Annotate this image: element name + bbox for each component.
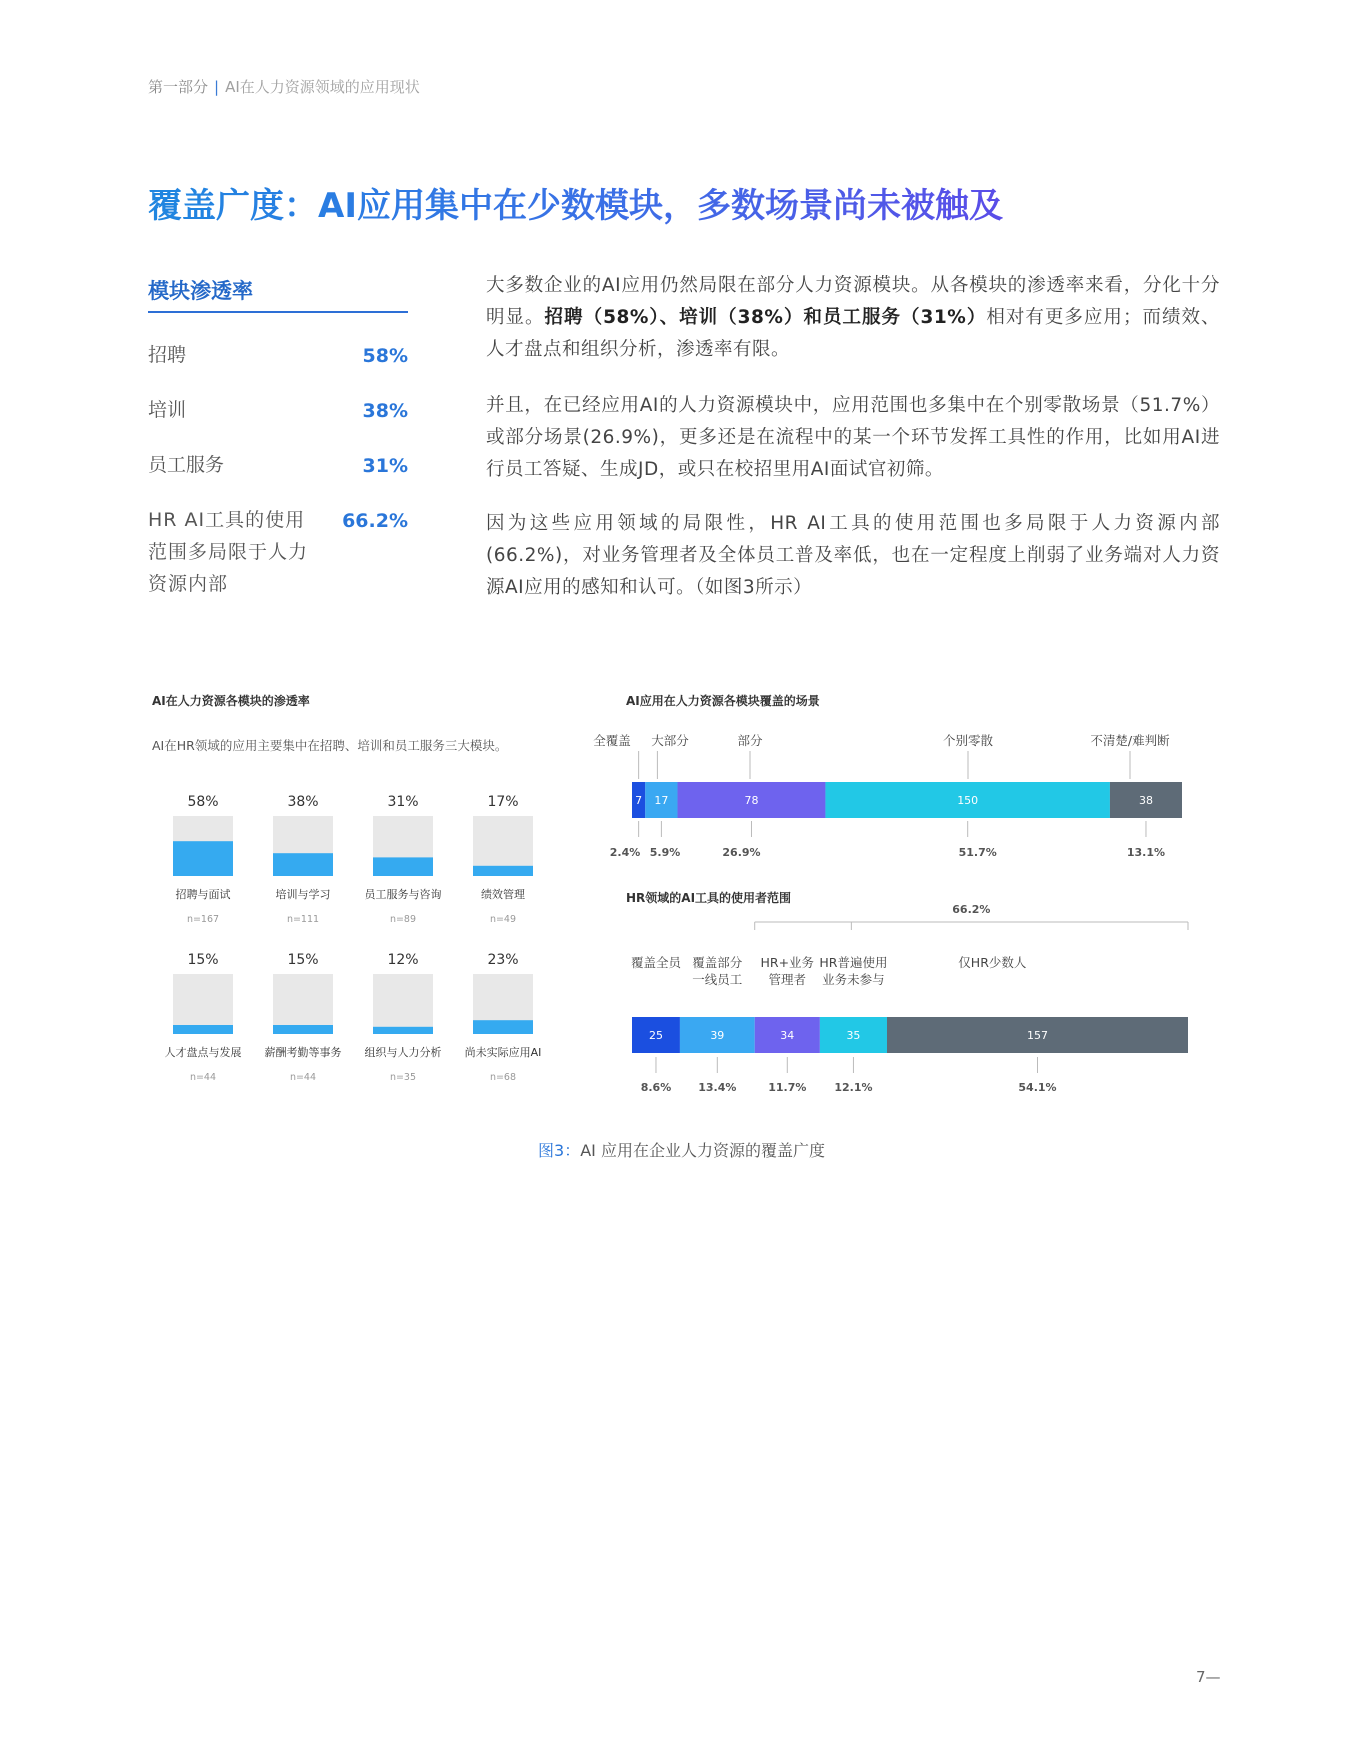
chart2-title: AI应用在人力资源各模块覆盖的场景 bbox=[626, 694, 820, 708]
segment-value-label: 7 bbox=[635, 794, 643, 807]
module-box-fill bbox=[373, 857, 433, 876]
module-value-label: 38% bbox=[287, 794, 319, 810]
header-subtitle: AI在人力资源领域的应用现状 bbox=[225, 78, 420, 96]
user-scope-category-label: 一线员工 bbox=[692, 972, 743, 987]
module-value-label: 17% bbox=[487, 794, 519, 810]
module-n-label: n=49 bbox=[489, 914, 517, 925]
paragraph-1 bbox=[486, 270, 1220, 366]
module-box-fill bbox=[173, 841, 233, 876]
module-box-track bbox=[373, 974, 433, 1034]
module-box-fill bbox=[273, 1025, 333, 1034]
scenario-percent-label: 13.1% bbox=[1126, 846, 1166, 859]
scenario-category-label: 部分 bbox=[737, 733, 763, 748]
segment-value-label: 25 bbox=[648, 1029, 663, 1042]
paragraph-3: 因为这些应用领域的局限性，HR AI工具的使用范围也多局限于人力资源内部(66.2%)，对业务管理者及全体员工普及率低，也在一定程度上削弱了业务端对人力资源AI应用的感知和认可。（如图3所示） bbox=[486, 513, 1220, 598]
hr-scope-bracket-label: 66.2% bbox=[952, 903, 991, 916]
stat-label-training: 培训 bbox=[148, 399, 187, 421]
scenario-coverage-chart bbox=[590, 725, 1210, 870]
module-n-label: n=44 bbox=[189, 1072, 217, 1083]
chart1-subtitle: AI在HR领域的应用主要集中在招聘、培训和员工服务三大模块。 bbox=[152, 738, 508, 753]
chart1-title: AI在人力资源各模块的渗透率 bbox=[152, 694, 310, 708]
user-scope-percent-label: 13.4% bbox=[698, 1081, 737, 1094]
segment-value-label: 38 bbox=[1138, 794, 1153, 807]
running-header bbox=[148, 76, 420, 97]
scenario-category-label: 大部分 bbox=[651, 733, 689, 748]
user-scope-percent-label: 54.1% bbox=[1018, 1081, 1057, 1094]
module-category-label: 组织与人力分析 bbox=[364, 1046, 442, 1059]
module-box-fill bbox=[273, 853, 333, 876]
user-scope-category-label: 覆盖部分 bbox=[692, 955, 743, 970]
stat-value-service: 31% bbox=[362, 455, 408, 477]
module-category-label: 尚未实际应用AI bbox=[464, 1046, 542, 1059]
module-category-label: 薪酬考勤等事务 bbox=[264, 1046, 342, 1059]
user-scope-category-label: 业务未参与 bbox=[822, 972, 885, 987]
chart3-title: HR领域的AI工具的使用者范围 bbox=[626, 891, 792, 905]
module-value-label: 31% bbox=[387, 794, 419, 810]
module-n-label: n=44 bbox=[289, 1072, 317, 1083]
module-n-label: n=35 bbox=[389, 1072, 417, 1083]
paragraph-1-text-a: 大多数企业的AI应用仍然局限在部分人力资源模块。从各模块的渗透率来看，分化十分明显。 bbox=[486, 275, 1220, 328]
user-scope-category-label: HR+业务 bbox=[760, 955, 815, 970]
paragraph-1-bold: 招聘（58%）、培训（38%）和员工服务（31%） bbox=[544, 307, 987, 328]
module-n-label: n=89 bbox=[389, 914, 417, 925]
sidebar-title: 模块渗透率 bbox=[148, 279, 253, 303]
caption-text: AI 应用在企业人力资源的覆盖广度 bbox=[580, 1141, 825, 1160]
scenario-percent-label: 5.9% bbox=[649, 846, 681, 859]
segment-value-label: 35 bbox=[846, 1029, 861, 1042]
module-n-label: n=68 bbox=[489, 1072, 517, 1083]
scenario-category-label: 个别零散 bbox=[942, 733, 994, 748]
scenario-category-label: 不清楚/难判断 bbox=[1090, 733, 1170, 748]
scenario-category-label: 全覆盖 bbox=[593, 733, 631, 748]
module-category-label: 员工服务与咨询 bbox=[364, 888, 442, 901]
module-box-fill bbox=[473, 1020, 533, 1034]
module-value-label: 15% bbox=[287, 952, 319, 968]
header-section: 第一部分 bbox=[148, 78, 209, 96]
paragraph-2: 并且，在已经应用AI的人力资源模块中，应用范围也多集中在个别零散场景（51.7%）或部分场景(26.9%)，更多还是在流程中的某一个环节发挥工具性的作用，比如用AI进行员工答疑、生成JD，或只在校招里用AI面试官初筛。 bbox=[486, 395, 1220, 480]
scenario-percent-label: 51.7% bbox=[958, 846, 997, 859]
stat-label-hr-scope: HR AI工具的使用范围多局限于人力资源内部 bbox=[148, 509, 309, 595]
module-category-label: 培训与学习 bbox=[275, 888, 331, 901]
stat-value-recruit: 58% bbox=[362, 345, 408, 367]
sidebar-rule bbox=[148, 311, 408, 313]
segment-value-label: 34 bbox=[780, 1029, 795, 1042]
module-value-label: 23% bbox=[487, 952, 519, 968]
module-category-label: 人才盘点与发展 bbox=[164, 1046, 242, 1059]
module-n-label: n=111 bbox=[286, 914, 320, 925]
scenario-percent-label: 2.4% bbox=[609, 846, 641, 859]
module-category-label: 绩效管理 bbox=[481, 888, 525, 901]
stat-value-training: 38% bbox=[362, 400, 408, 422]
user-scope-percent-label: 8.6% bbox=[640, 1081, 672, 1094]
module-box-fill bbox=[473, 866, 533, 876]
segment-value-label: 157 bbox=[1026, 1029, 1048, 1042]
figure-caption bbox=[0, 1138, 1363, 1161]
user-scope-category-label: 仅HR少数人 bbox=[958, 955, 1027, 970]
scenario-percent-label: 26.9% bbox=[722, 846, 761, 859]
module-box-fill bbox=[373, 1027, 433, 1034]
segment-value-label: 39 bbox=[710, 1029, 725, 1042]
caption-label: 图3： bbox=[538, 1141, 581, 1160]
module-box-fill bbox=[173, 1025, 233, 1034]
stat-label-recruit: 招聘 bbox=[148, 344, 187, 366]
module-category-label: 招聘与面试 bbox=[175, 888, 231, 901]
user-scope-category-label: 覆盖全员 bbox=[630, 955, 681, 970]
page-title: 覆盖广度：AI应用集中在少数模块，多数场景尚未被触及 bbox=[148, 178, 1003, 227]
user-scope-percent-label: 11.7% bbox=[768, 1081, 807, 1094]
page-number-value: 7 bbox=[1196, 1668, 1206, 1686]
module-n-label: n=167 bbox=[186, 914, 220, 925]
user-scope-chart bbox=[590, 895, 1210, 1110]
user-scope-category-label: HR普遍使用 bbox=[819, 955, 888, 970]
module-value-label: 12% bbox=[387, 952, 419, 968]
segment-value-label: 150 bbox=[957, 794, 979, 807]
segment-value-label: 78 bbox=[744, 794, 759, 807]
module-value-label: 15% bbox=[187, 952, 219, 968]
page-number: 7— bbox=[1196, 1668, 1221, 1686]
user-scope-category-label: 管理者 bbox=[768, 972, 807, 987]
stat-label-service: 员工服务 bbox=[148, 454, 225, 476]
header-separator: | bbox=[214, 78, 220, 96]
stat-value-hr-scope: 66.2% bbox=[342, 510, 408, 532]
module-value-label: 58% bbox=[187, 794, 219, 810]
module-penetration-chart bbox=[148, 780, 568, 1090]
user-scope-percent-label: 12.1% bbox=[834, 1081, 873, 1094]
paragraph-1-text-c: 相对有更多应用；而绩效、人才盘点和组织分析，渗透率有限。 bbox=[486, 307, 1220, 360]
segment-value-label: 17 bbox=[654, 794, 669, 807]
